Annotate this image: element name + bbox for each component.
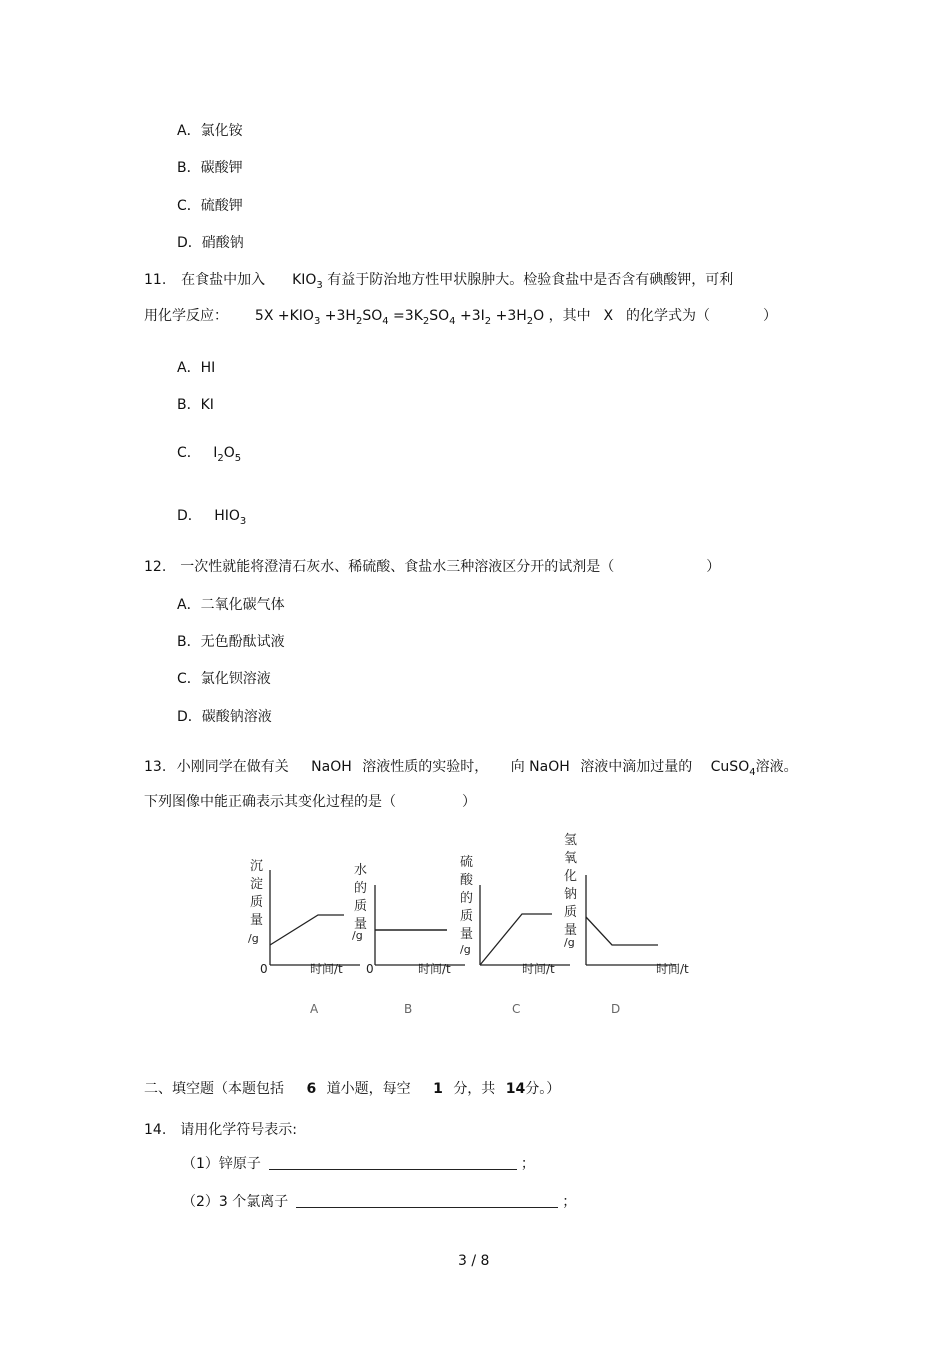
q12-option-d: D．碳酸钠溶液 xyxy=(177,709,272,725)
graphs-figure xyxy=(240,830,720,1025)
graph-d-ylabel xyxy=(564,833,577,938)
graph-a-ylabel xyxy=(250,859,263,928)
chemical-equation: $5X +KIO_3 +3H_2SO_4 =3K_2SO_4 +3I_2 +3H_2O$ xyxy=(254,308,545,327)
svg-text:氧: 氧 xyxy=(564,851,578,866)
graph-b-ylabel xyxy=(354,862,367,932)
graph-c xyxy=(460,855,570,1016)
svg-text:化: 化 xyxy=(564,869,578,884)
graph-a-xlabel: 时间/t xyxy=(310,962,343,976)
svg-text:/g: /g xyxy=(564,936,575,949)
graph-b-xlabel: 时间/t xyxy=(418,962,451,976)
q11-line2: 用化学反应： $5X +KIO_3 +3H_2SO_4 =3K_2SO_4 +3I_2 +3H_2O$ ，其中 X 的化学式为（ ） xyxy=(144,308,777,327)
svg-text:酸: 酸 xyxy=(460,873,474,888)
svg-text:硫: 硫 xyxy=(460,855,474,870)
svg-text:沉: 沉 xyxy=(250,859,264,874)
svg-text:/g: /g xyxy=(460,943,471,956)
q14-item2: （2）3 个氯离子 ； xyxy=(182,1194,577,1210)
graph-b-origin: 0 xyxy=(366,962,374,976)
page-number: 3 / 8 xyxy=(458,1253,490,1269)
graph-c-ylabel xyxy=(460,855,474,942)
svg-text:钠: 钠 xyxy=(564,887,578,902)
q13-line2: 下列图像中能正确表示其变化过程的是（ ） xyxy=(144,794,476,810)
svg-text:的: 的 xyxy=(354,881,368,896)
svg-text:/g: /g xyxy=(248,932,259,945)
q11-option-c: C． $I_2O_5$ xyxy=(177,445,242,464)
q10-option-d: D．硝酸钠 xyxy=(177,235,244,251)
q12-option-c: C．氯化钡溶液 xyxy=(177,671,271,687)
graph-d-letter: D xyxy=(611,1002,621,1016)
graph-a-origin: 0 xyxy=(260,962,268,976)
graph-d-xlabel: 时间/t xyxy=(656,962,689,976)
graph-d xyxy=(564,833,689,1016)
q12-option-a: A．二氧化碳气体 xyxy=(177,597,285,613)
graph-c-xlabel: 时间/t xyxy=(522,962,555,976)
graph-b-letter: B xyxy=(404,1002,413,1016)
q11-option-b: B．KI xyxy=(177,397,214,413)
q12-option-b: B．无色酚酞试液 xyxy=(177,634,285,650)
q11-option-d: D． $HIO_3$ xyxy=(177,508,247,527)
svg-text:淀: 淀 xyxy=(250,877,264,892)
graph-c-curve xyxy=(480,914,552,965)
svg-text:质: 质 xyxy=(460,909,474,924)
q13-line1: 13. 小刚同学在做有关 NaOH 溶液性质的实验时， 向 NaOH 溶液中滴加过量的 CuSO$_4$溶液。 xyxy=(144,759,798,778)
q12-stem: 12. 一次性就能将澄清石灰水、稀硫酸、食盐水三种溶液区分开的试剂是（ ） xyxy=(144,559,721,575)
q14-title: 14. 请用化学符号表示: xyxy=(144,1122,297,1138)
svg-text:量: 量 xyxy=(564,923,578,938)
q11-line1: 11. 在食盐中加入 $KIO_3$ 有益于防治地方性甲状腺肿大。检验食盐中是否含有碘酸钾，可利 xyxy=(144,272,734,291)
graph-a-letter: A xyxy=(310,1002,319,1016)
q11-number: 11. xyxy=(144,272,167,288)
svg-text:水: 水 xyxy=(354,863,368,878)
svg-text:质: 质 xyxy=(564,905,578,920)
q11-option-a: A．HI xyxy=(177,360,216,376)
svg-text:的: 的 xyxy=(460,891,474,906)
answer-blank-2[interactable] xyxy=(296,1193,558,1208)
graph-d-curve xyxy=(586,917,658,945)
svg-text:/g: /g xyxy=(352,929,363,942)
svg-text:质: 质 xyxy=(250,895,264,910)
graph-c-letter: C xyxy=(512,1002,521,1016)
answer-blank-1[interactable] xyxy=(269,1155,517,1170)
q14-item1: （1）锌原子 ； xyxy=(182,1156,535,1172)
section2-heading: 二、填空题（本题包括 6 道小题，每空 1 分，共 14分。） xyxy=(144,1081,561,1097)
q10-option-c: C．硫酸钾 xyxy=(177,198,243,214)
q10-option-b: B．碳酸钾 xyxy=(177,160,243,176)
graph-a xyxy=(248,859,360,1016)
svg-text:量: 量 xyxy=(460,927,474,942)
svg-text:质: 质 xyxy=(354,899,368,914)
graph-b xyxy=(352,862,465,1016)
graph-a-curve xyxy=(270,915,344,945)
svg-text:量: 量 xyxy=(354,917,368,932)
svg-text:氢: 氢 xyxy=(564,833,578,848)
q10-option-a: A．氯化铵 xyxy=(177,123,243,139)
svg-text:量: 量 xyxy=(250,913,264,928)
